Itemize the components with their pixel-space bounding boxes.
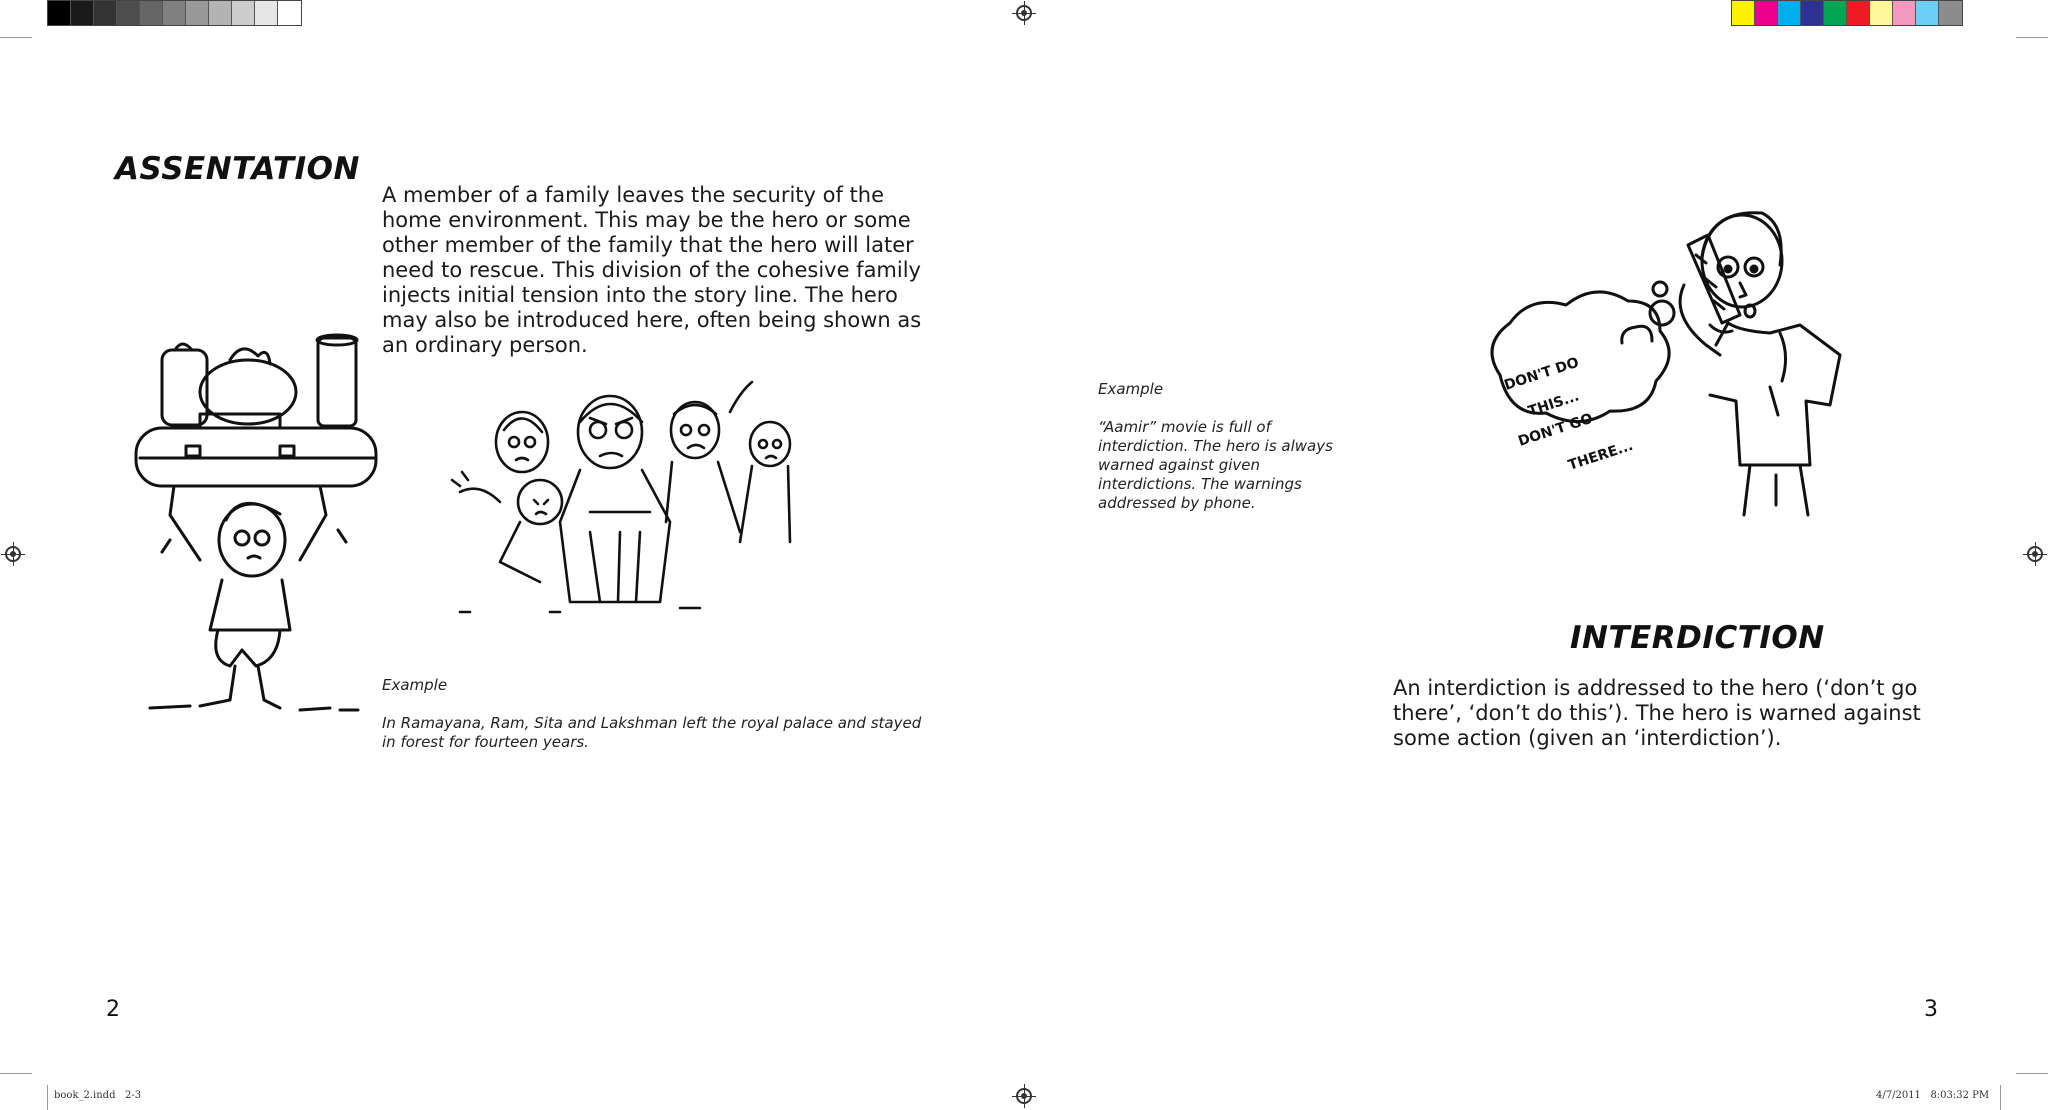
registration-mark-right xyxy=(2027,546,2043,562)
color-swatch xyxy=(1870,1,1893,25)
page-heading-assentation: ASSENTATION xyxy=(115,151,360,187)
color-swatch xyxy=(1732,1,1755,25)
registration-mark-top xyxy=(1016,5,1032,21)
family-waving-illustration xyxy=(440,372,820,622)
registration-mark-bottom xyxy=(1016,1088,1032,1104)
crop-mark xyxy=(47,1085,48,1110)
color-swatch xyxy=(1916,1,1939,25)
speech-bubble-line: DON'T DO xyxy=(1502,354,1581,394)
crop-mark xyxy=(0,1073,32,1074)
gray-swatch xyxy=(117,1,140,25)
color-swatch xyxy=(1939,1,1962,25)
page-number-right: 3 xyxy=(1924,997,1938,1022)
crop-mark xyxy=(2016,1073,2048,1074)
page-heading-interdiction: INTERDICTION xyxy=(1570,620,1825,656)
gray-swatch xyxy=(278,1,301,25)
assentation-example-text: In Ramayana, Ram, Sita and Lakshman left the royal palace and stayed in forest for fourteen years. xyxy=(382,714,922,751)
assentation-example-label: Example xyxy=(382,676,448,694)
gray-calibration-strip xyxy=(47,0,302,26)
gray-swatch xyxy=(140,1,163,25)
color-swatch xyxy=(1778,1,1801,25)
color-swatch xyxy=(1847,1,1870,25)
color-calibration-strip xyxy=(1731,0,1963,26)
interdiction-example-label: Example xyxy=(1098,380,1164,398)
speech-bubble-text xyxy=(1490,354,1650,500)
gray-swatch xyxy=(232,1,255,25)
gray-swatch xyxy=(255,1,278,25)
color-swatch xyxy=(1755,1,1778,25)
slug-filename: book_2.indd 2-3 xyxy=(54,1090,142,1101)
color-swatch xyxy=(1801,1,1824,25)
speech-bubble-line: THERE... xyxy=(1566,437,1636,474)
gray-swatch xyxy=(163,1,186,25)
interdiction-example-text: “Aamir” movie is full of interdiction. The hero is always warned against given interdictions. The warnings addressed by phone. xyxy=(1098,418,1333,512)
page-number-left: 2 xyxy=(106,997,120,1022)
gray-swatch xyxy=(186,1,209,25)
gray-swatch xyxy=(71,1,94,25)
assentation-paragraph: A member of a family leaves the security of the home environment. This may be the hero or some other member of the family that the hero will later need to rescue. This division of the cohesive family injects initial tension into the story line. The hero may also be introduced here, often being shown as an ordinary person. xyxy=(382,183,922,357)
crop-mark xyxy=(2016,37,2048,38)
interdiction-paragraph: An interdiction is addressed to the hero (‘don’t go there’, ‘don’t do this’). The hero is warned against some action (given an ‘interdiction’). xyxy=(1393,676,1921,750)
color-swatch xyxy=(1893,1,1916,25)
color-swatch xyxy=(1824,1,1847,25)
speech-bubble-line: DON'T GO xyxy=(1516,410,1595,450)
gray-swatch xyxy=(209,1,232,25)
slug-timestamp: 4/7/2011 8:03:32 PM xyxy=(1876,1090,1990,1101)
gray-swatch xyxy=(48,1,71,25)
registration-mark-left xyxy=(5,546,21,562)
boy-carrying-luggage-illustration xyxy=(130,330,380,720)
gray-swatch xyxy=(94,1,117,25)
speech-bubble-line: THIS... xyxy=(1526,388,1582,420)
crop-mark xyxy=(2000,1085,2001,1110)
crop-mark xyxy=(0,37,32,38)
